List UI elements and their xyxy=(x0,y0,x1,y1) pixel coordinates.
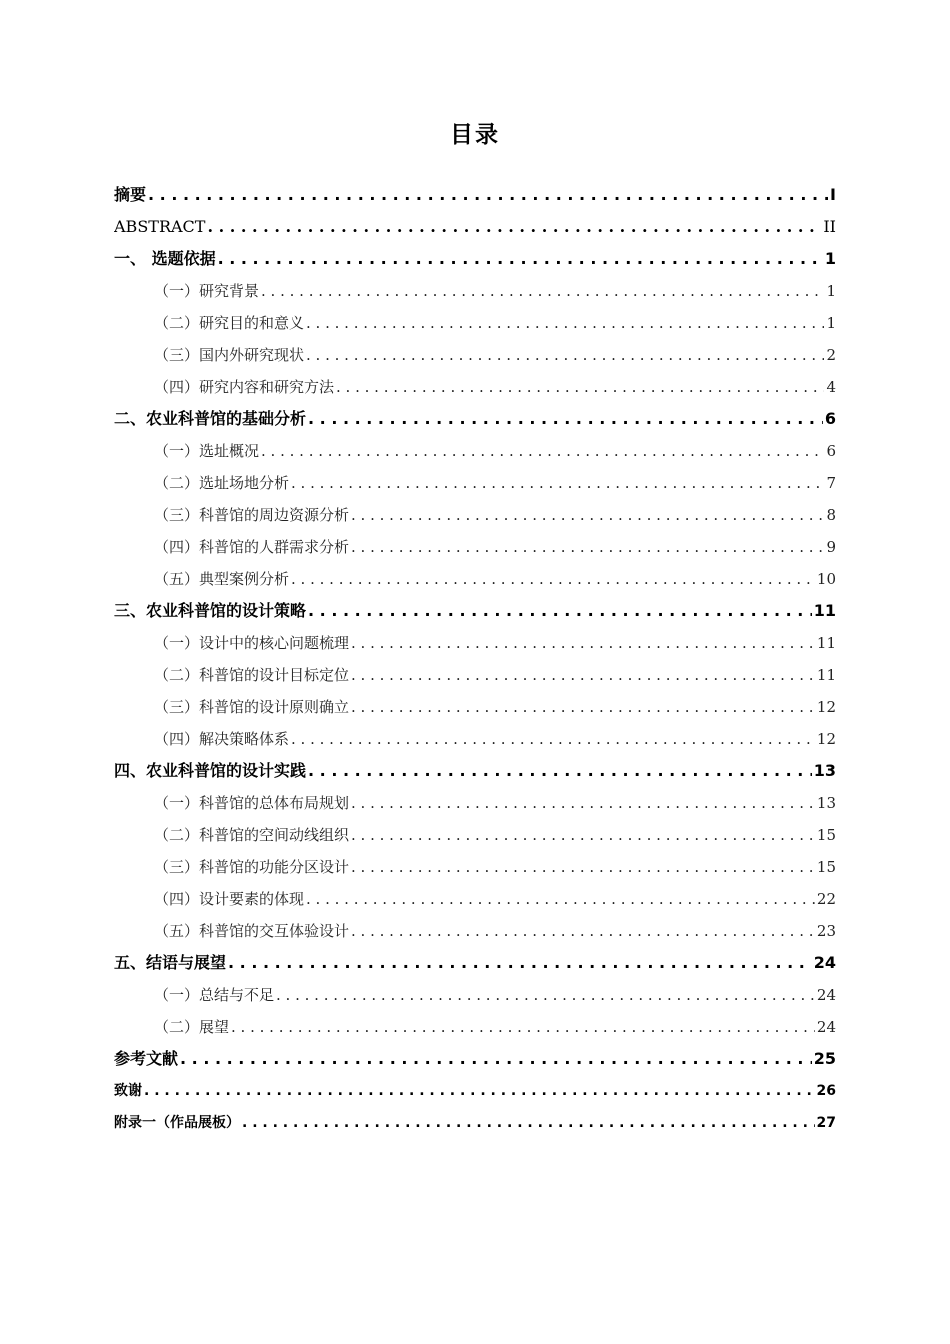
toc-entry-page-number: 24 xyxy=(813,953,836,972)
toc-leader-dots xyxy=(308,595,812,627)
toc-entry[interactable] xyxy=(114,691,836,723)
toc-entry-page-number: 24 xyxy=(816,986,836,1004)
toc-entry[interactable] xyxy=(114,243,836,275)
toc-entry-page-number: 4 xyxy=(826,378,836,396)
toc-leader-dots xyxy=(276,979,815,1011)
toc-entry-page-number: 13 xyxy=(813,761,836,780)
toc-entry-label: （五）科普馆的交互体验设计 xyxy=(154,922,350,940)
toc-entry-label: 一、 选题依据 xyxy=(114,249,216,268)
toc-leader-dots xyxy=(306,339,824,371)
toc-leader-dots xyxy=(261,275,824,307)
toc-entry-label: （一）总结与不足 xyxy=(154,986,275,1004)
toc-leader-dots xyxy=(218,243,823,275)
toc-entry[interactable] xyxy=(114,499,836,531)
table-of-contents xyxy=(114,179,836,1139)
toc-entry-label: （四）解决策略体系 xyxy=(154,730,290,748)
toc-entry[interactable] xyxy=(114,211,836,243)
toc-entry-page-number: 15 xyxy=(816,858,836,876)
toc-entry[interactable] xyxy=(114,819,836,851)
toc-leader-dots xyxy=(306,307,824,339)
toc-entry-page-number: 1 xyxy=(824,249,836,268)
toc-entry-page-number: 6 xyxy=(824,409,836,428)
toc-entry-label: ABSTRACT xyxy=(114,217,206,236)
toc-entry-page-number: 9 xyxy=(826,538,836,556)
toc-leader-dots xyxy=(308,755,812,787)
toc-leader-dots xyxy=(351,691,815,723)
toc-entry[interactable] xyxy=(114,595,836,627)
toc-entry[interactable] xyxy=(114,339,836,371)
toc-entry-page-number: 24 xyxy=(816,1018,836,1036)
toc-entry-page-number: II xyxy=(823,217,836,236)
toc-entry-page-number: 12 xyxy=(816,730,836,748)
toc-entry-label: 参考文献 xyxy=(114,1049,179,1068)
toc-leader-dots xyxy=(351,819,815,851)
toc-entry-page-number: 6 xyxy=(826,442,836,460)
toc-leader-dots xyxy=(207,211,821,243)
toc-entry[interactable] xyxy=(114,403,836,435)
toc-entry-page-number: 26 xyxy=(816,1083,836,1099)
toc-entry-label: （二）研究目的和意义 xyxy=(154,314,305,332)
toc-leader-dots xyxy=(144,1075,815,1107)
toc-entry-page-number: I xyxy=(830,185,836,204)
toc-entry[interactable] xyxy=(114,723,836,755)
toc-leader-dots xyxy=(291,467,824,499)
toc-entry[interactable] xyxy=(114,979,836,1011)
toc-entry[interactable] xyxy=(114,947,836,979)
toc-entry[interactable] xyxy=(114,755,836,787)
toc-entry-label: （二）科普馆的空间动线组织 xyxy=(154,826,350,844)
toc-entry-label: 附录一（作品展板） xyxy=(114,1115,240,1131)
toc-entry[interactable] xyxy=(114,1107,836,1139)
toc-entry-label: （一）选址概况 xyxy=(154,442,260,460)
toc-entry-page-number: 22 xyxy=(816,890,836,908)
toc-entry-label: （四）科普馆的人群需求分析 xyxy=(154,538,350,556)
toc-entry[interactable] xyxy=(114,1075,836,1107)
toc-entry-label: （二）展望 xyxy=(154,1018,230,1036)
toc-leader-dots xyxy=(351,915,815,947)
toc-entry-page-number: 8 xyxy=(826,506,836,524)
toc-entry-label: （二）选址场地分析 xyxy=(154,474,290,492)
toc-leader-dots xyxy=(351,531,824,563)
toc-entry-page-number: 23 xyxy=(816,922,836,940)
toc-leader-dots xyxy=(180,1043,812,1075)
toc-entry-label: 四、农业科普馆的设计实践 xyxy=(114,761,307,780)
toc-entry-label: （三）国内外研究现状 xyxy=(154,346,305,364)
toc-entry-label: （三）科普馆的设计原则确立 xyxy=(154,698,350,716)
toc-entry[interactable] xyxy=(114,435,836,467)
toc-entry[interactable] xyxy=(114,307,836,339)
toc-entry[interactable] xyxy=(114,467,836,499)
toc-leader-dots xyxy=(291,723,815,755)
toc-entry[interactable] xyxy=(114,179,836,211)
toc-entry[interactable] xyxy=(114,851,836,883)
toc-leader-dots xyxy=(336,371,824,403)
toc-entry-label: 三、农业科普馆的设计策略 xyxy=(114,601,307,620)
toc-entry[interactable] xyxy=(114,915,836,947)
toc-entry[interactable] xyxy=(114,531,836,563)
toc-entry-label: （一）研究背景 xyxy=(154,282,260,300)
toc-entry[interactable] xyxy=(114,659,836,691)
toc-entry-page-number: 11 xyxy=(813,601,836,620)
toc-entry[interactable] xyxy=(114,1043,836,1075)
toc-entry-label: 摘要 xyxy=(114,185,147,204)
toc-leader-dots xyxy=(351,627,815,659)
toc-leader-dots xyxy=(351,787,815,819)
toc-entry-page-number: 27 xyxy=(816,1115,836,1131)
toc-leader-dots xyxy=(351,499,824,531)
toc-entry-page-number: 25 xyxy=(813,1049,836,1068)
toc-entry-page-number: 13 xyxy=(816,794,836,812)
toc-entry-label: （三）科普馆的功能分区设计 xyxy=(154,858,350,876)
toc-entry-label: （五）典型案例分析 xyxy=(154,570,290,588)
toc-entry-page-number: 11 xyxy=(816,666,836,684)
toc-entry-page-number: 11 xyxy=(816,634,836,652)
toc-entry[interactable] xyxy=(114,787,836,819)
toc-leader-dots xyxy=(291,563,815,595)
toc-entry-label: 致谢 xyxy=(114,1083,142,1099)
toc-leader-dots xyxy=(231,1011,815,1043)
toc-entry-page-number: 1 xyxy=(826,282,836,300)
toc-entry-label: 五、结语与展望 xyxy=(114,953,227,972)
toc-entry[interactable] xyxy=(114,883,836,915)
toc-entry-label: （二）科普馆的设计目标定位 xyxy=(154,666,350,684)
toc-entry[interactable] xyxy=(114,563,836,595)
toc-entry-page-number: 2 xyxy=(826,346,836,364)
toc-entry-page-number: 10 xyxy=(816,570,836,588)
toc-leader-dots xyxy=(242,1107,815,1139)
toc-entry-page-number: 7 xyxy=(826,474,836,492)
toc-entry-label: （三）科普馆的周边资源分析 xyxy=(154,506,350,524)
page-title: 目录 xyxy=(450,122,500,148)
toc-leader-dots xyxy=(351,851,815,883)
toc-entry-label: 二、农业科普馆的基础分析 xyxy=(114,409,307,428)
toc-entry[interactable] xyxy=(114,275,836,307)
toc-entry-label: （一）科普馆的总体布局规划 xyxy=(154,794,350,812)
toc-entry-label: （一）设计中的核心问题梳理 xyxy=(154,634,350,652)
toc-entry-label: （四）研究内容和研究方法 xyxy=(154,378,335,396)
toc-entry-label: （四）设计要素的体现 xyxy=(154,890,305,908)
toc-leader-dots xyxy=(306,883,815,915)
toc-entry-page-number: 12 xyxy=(816,698,836,716)
toc-entry-page-number: 1 xyxy=(826,314,836,332)
toc-leader-dots xyxy=(308,403,823,435)
toc-leader-dots xyxy=(261,435,824,467)
toc-leader-dots xyxy=(351,659,815,691)
toc-entry-page-number: 15 xyxy=(816,826,836,844)
toc-leader-dots xyxy=(228,947,812,979)
toc-entry[interactable] xyxy=(114,627,836,659)
toc-entry[interactable] xyxy=(114,1011,836,1043)
toc-leader-dots xyxy=(148,179,828,211)
toc-entry[interactable] xyxy=(114,371,836,403)
